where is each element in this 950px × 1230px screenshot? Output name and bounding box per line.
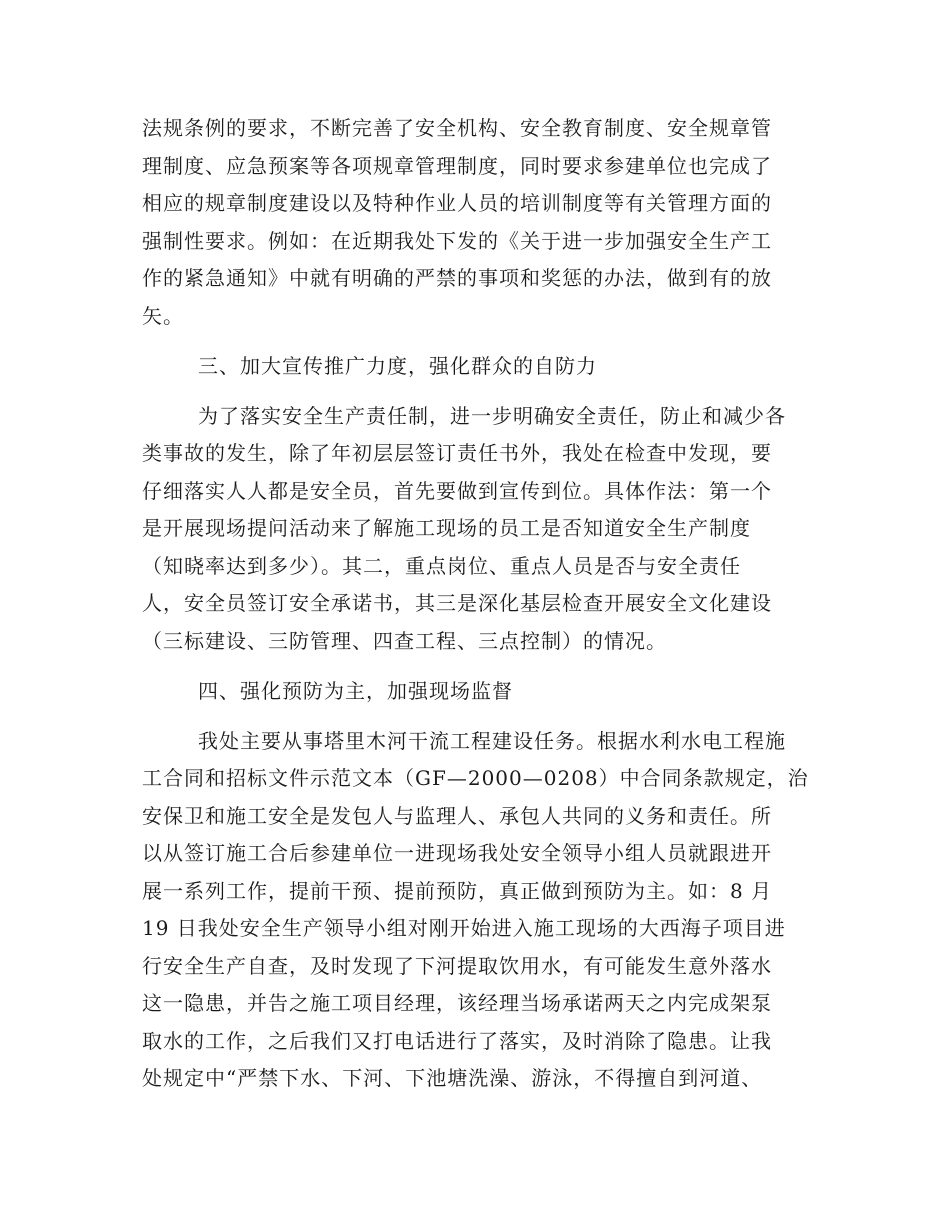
paragraph-3-line-5: 展一系列工作，提前干预、提前预防，真正做到预防为主。如：8 月: [142, 879, 773, 903]
section-heading-3: 三、加大宣传推广力度，强化群众的自防力: [198, 354, 597, 378]
paragraph-1-line-6: 矢。: [142, 304, 184, 328]
paragraph-1-line-4: 强制性要求。例如：在近期我处下发的《关于进一步加强安全生产工: [142, 229, 772, 253]
paragraph-2-line-7: （三标建设、三防管理、四查工程、三点控制）的情况。: [142, 629, 667, 653]
section-heading-4: 四、强化预防为主，加强现场监督: [198, 679, 513, 703]
paragraph-3-line-2: 工合同和招标文件示范文本（GF—2000—0208）中合同条款规定，治: [142, 766, 809, 790]
paragraph-1-line-5: 作的紧急通知》中就有明确的严禁的事项和奖惩的办法，做到有的放: [142, 266, 772, 290]
paragraph-2-line-5: （知晓率达到多少）。其二，重点岗位、重点人员是否与安全责任: [142, 554, 741, 578]
paragraph-3-line-10: 处规定中“严禁下水、下河、下池塘洗澡、游泳，不得擅自到河道、: [142, 1066, 763, 1090]
paragraph-3-line-8: 这一隐患，并告之施工项目经理，该经理当场承诺两天之内完成架泵: [142, 991, 772, 1015]
paragraph-1-line-3: 相应的规章制度建设以及特种作业人员的培训制度等有关管理方面的: [142, 191, 772, 215]
paragraph-3-line-4: 以从签订施工合后参建单位一进现场我处安全领导小组人员就跟进开: [142, 841, 772, 865]
paragraph-2-line-3: 仔细落实人人都是安全员，首先要做到宣传到位。具体作法：第一个: [142, 479, 772, 503]
paragraph-1-line-1: 法规条例的要求，不断完善了安全机构、安全教育制度、安全规章管: [142, 116, 772, 140]
paragraph-3-line-6: 19 日我处安全生产领导小组对刚开始进入施工现场的大西海子项目进: [142, 916, 786, 940]
paragraph-2-line-2: 类事故的发生，除了年初层层签订责任书外，我处在检查中发现，要: [142, 441, 772, 465]
paragraph-2-line-4: 是开展现场提问活动来了解施工现场的员工是否知道安全生产制度: [142, 516, 751, 540]
paragraph-3-line-7: 行安全生产自查，及时发现了下河提取饮用水，有可能发生意外落水: [142, 954, 772, 978]
paragraph-2-line-1: 为了落实安全生产责任制，进一步明确安全责任，防止和减少各: [198, 404, 786, 428]
paragraph-3-line-1: 我处主要从事塔里木河干流工程建设任务。根据水利水电工程施: [198, 729, 786, 753]
paragraph-1-line-2: 理制度、应急预案等各项规章管理制度，同时要求参建单位也完成了: [142, 154, 772, 178]
paragraph-3-line-3: 安保卫和施工安全是发包人与监理人、承包人共同的义务和责任。所: [142, 804, 772, 828]
paragraph-3-line-9: 取水的工作，之后我们又打电话进行了落实，及时消除了隐患。让我: [142, 1029, 772, 1053]
paragraph-2-line-6: 人，安全员签订安全承诺书，其三是深化基层检查开展安全文化建设: [142, 591, 772, 615]
